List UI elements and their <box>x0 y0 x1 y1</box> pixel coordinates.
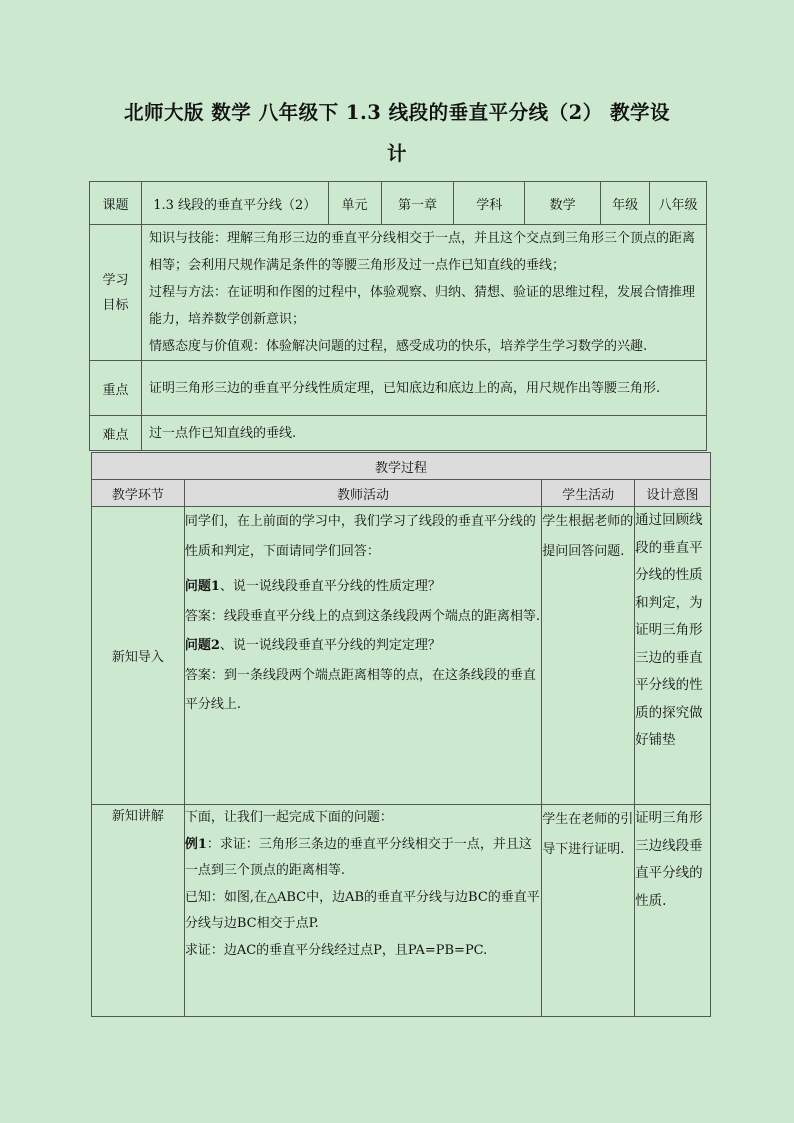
teacher-activity-intro: 同学们，在上前面的学习中，我们学习了线段的垂直平分线的性质和判定，下面请同学们回答： 问题1、说一说线段垂直平分线的性质定理？ 答案：线段垂直平分线上的点到这条线段两个端点的距离相等. 问题2、说一说线段垂直平分线的判定定理？ 答案：到一条线段两个端点距离相等的点，在这条线段的垂直平分线上. <box>184 507 541 805</box>
stage-intro: 新知导入 <box>92 507 185 805</box>
document-title <box>100 92 694 174</box>
table-row <box>92 805 711 1017</box>
process-header: 教学过程 <box>92 453 711 480</box>
subject-label: 学科 <box>454 182 525 225</box>
goal-process: 过程与方法：在证明和作图的过程中，体验观察、归纳、猜想、验证的思维过程，发展合情推理能力，培养数学创新意识； <box>148 285 695 327</box>
process-header-row <box>92 453 711 480</box>
lesson-info-table <box>89 181 707 451</box>
table-row <box>92 507 711 805</box>
grade-value: 八年级 <box>650 182 707 225</box>
topic-label: 课题 <box>90 182 142 225</box>
design-intent-explain: 证明三角形三边线段垂直平分线的性质. <box>635 805 711 1017</box>
goal-attitude: 情感态度与价值观：体验解决问题的过程，感受成功的快乐，培养学生学习数学的兴趣. <box>148 339 648 354</box>
unit-value: 第一章 <box>381 182 454 225</box>
topic-value: 1.3 线段的垂直平分线（2） <box>141 182 328 225</box>
info-row <box>90 182 707 225</box>
subject-value: 数学 <box>525 182 601 225</box>
student-activity-explain: 学生在老师的引导下进行证明. <box>542 805 635 1017</box>
difficulty-label: 难点 <box>90 416 142 451</box>
goals-text <box>141 225 706 361</box>
title-line-1: 北师大版 数学 八年级下 1.3 线段的垂直平分线（2） 教学设 <box>124 101 670 124</box>
goals-label: 学习目标 <box>90 225 142 361</box>
difficulty-text: 过一点作已知直线的垂线. <box>141 416 706 451</box>
column-stage: 教学环节 <box>92 480 185 507</box>
process-columns-row <box>92 480 711 507</box>
design-intent-intro: 通过回顾线段的垂直平分线的性质和判定，为证明三角形三边的垂直平分线的性质的探究做好铺垫 <box>635 507 711 805</box>
difficulty-row <box>90 416 707 451</box>
title-line-2: 计 <box>386 142 407 165</box>
teacher-activity-explain: 下面，让我们一起完成下面的问题： 例1：求证：三角形三条边的垂直平分线相交于一点，并且这一点到三个顶点的距离相等. 已知：如图,在△ABC中，边AB的垂直平分线与边BC的垂直平分线与边BC相交于点P. 求证：边AC的垂直平分线经过点P，且PA=PB=PC. <box>184 805 541 1017</box>
unit-label: 单元 <box>328 182 381 225</box>
student-activity-intro: 学生根据老师的提问回答问题. <box>542 507 635 805</box>
grade-label: 年级 <box>601 182 650 225</box>
key-point-label: 重点 <box>90 361 142 416</box>
column-intent: 设计意图 <box>635 480 711 507</box>
process-table <box>91 452 711 1017</box>
column-student: 学生活动 <box>542 480 635 507</box>
key-point-text: 证明三角形三边的垂直平分线性质定理，已知底边和底边上的高，用尺规作出等腰三角形. <box>141 361 706 416</box>
goals-row <box>90 225 707 361</box>
stage-explain: 新知讲解 <box>92 805 185 1017</box>
key-point-row <box>90 361 707 416</box>
column-teacher: 教师活动 <box>184 480 541 507</box>
goal-knowledge: 知识与技能：理解三角形三边的垂直平分线相交于一点，并且这个交点到三角形三个顶点的距离相等；会利用尺规作满足条件的等腰三角形及过一点作已知直线的垂线； <box>148 231 695 273</box>
